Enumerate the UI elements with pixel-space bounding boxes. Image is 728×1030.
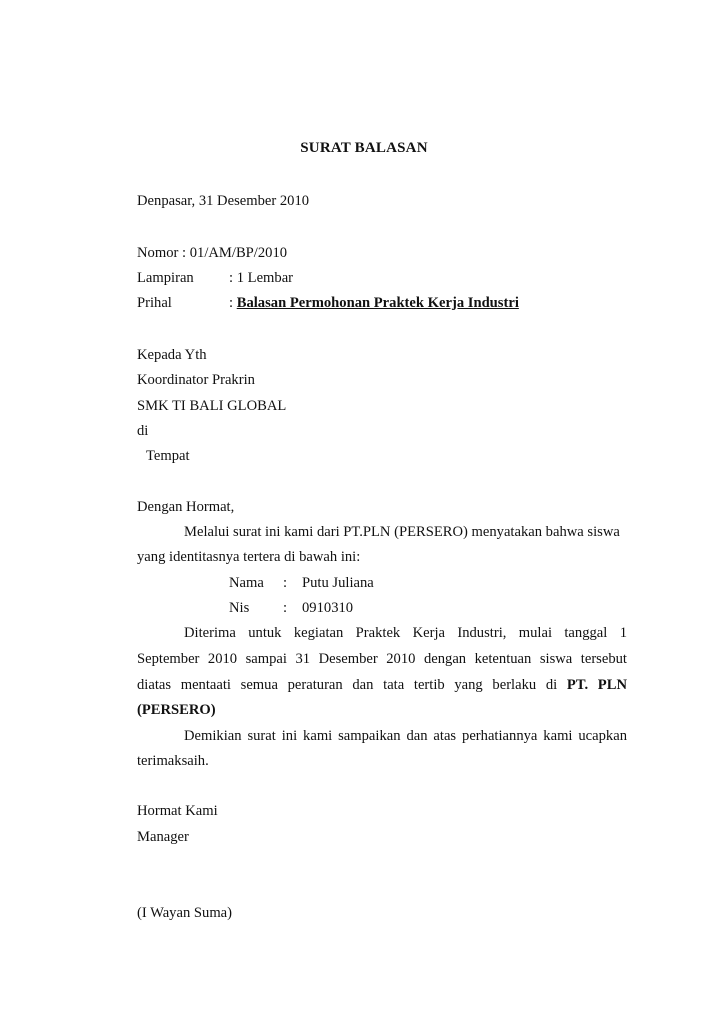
nis-label: Nis bbox=[229, 600, 250, 616]
prihal-label: Prihal bbox=[137, 295, 172, 311]
recipient-line: Kepada Yth bbox=[137, 347, 207, 363]
company-suffix: (PERSERO) bbox=[137, 702, 216, 718]
paragraph-line: yang identitasnya tertera di bawah ini: bbox=[137, 549, 361, 565]
prihal-row-value bbox=[229, 295, 519, 312]
prihal-sep: : bbox=[229, 295, 234, 311]
lampiran-row-value bbox=[229, 270, 293, 287]
paragraph-line: terimaksaih. bbox=[137, 753, 209, 769]
nis-value: 0910310 bbox=[302, 600, 354, 616]
recipient-line: SMK TI BALI GLOBAL bbox=[137, 398, 287, 414]
recipient-line: Tempat bbox=[146, 448, 190, 464]
paragraph-line: September 2010 sampai 31 Desember 2010 dengan ketentuan siswa tersebut bbox=[137, 651, 627, 667]
lampiran-value: 1 Lembar bbox=[236, 270, 294, 286]
paragraph-line bbox=[137, 677, 627, 694]
nomor-value: 01/AM/BP/2010 bbox=[189, 245, 288, 261]
nama-value: Putu Juliana bbox=[302, 575, 374, 591]
recipient-line: di bbox=[137, 423, 149, 439]
letter-title: SURAT BALASAN bbox=[300, 140, 428, 156]
nis-sep: : bbox=[283, 600, 288, 616]
company-name: PT. PLN bbox=[566, 677, 627, 693]
date-line: Denpasar, 31 Desember 2010 bbox=[137, 193, 310, 209]
lampiran-label: Lampiran bbox=[137, 270, 194, 286]
recipient-line: Koordinator Prakrin bbox=[137, 372, 255, 388]
nama-sep: : bbox=[283, 575, 288, 591]
paragraph-line: Diterima untuk kegiatan Praktek Kerja Industri, mulai tanggal 1 bbox=[184, 625, 627, 641]
nomor-sep: : bbox=[182, 245, 187, 261]
paragraph-text: diatas mentaati semua peraturan dan tata tertib yang berlaku di bbox=[137, 677, 558, 693]
paragraph-line: Melalui surat ini kami dari PT.PLN (PERSERO) menyatakan bahwa siswa bbox=[184, 524, 620, 540]
paragraph-line: Demikian surat ini kami sampaikan dan atas perhatiannya kami ucapkan bbox=[184, 728, 627, 744]
signature-name: (I Wayan Suma) bbox=[137, 905, 233, 921]
prihal-value: Balasan Permohonan Praktek Kerja Industri bbox=[236, 295, 519, 311]
nomor-label: Nomor bbox=[137, 245, 179, 261]
greeting: Dengan Hormat, bbox=[137, 499, 235, 515]
closing-line: Hormat Kami bbox=[137, 803, 218, 819]
lampiran-sep: : bbox=[229, 270, 234, 286]
closing-line: Manager bbox=[137, 829, 189, 845]
nomor-row bbox=[137, 245, 287, 262]
nama-label: Nama bbox=[229, 575, 264, 591]
